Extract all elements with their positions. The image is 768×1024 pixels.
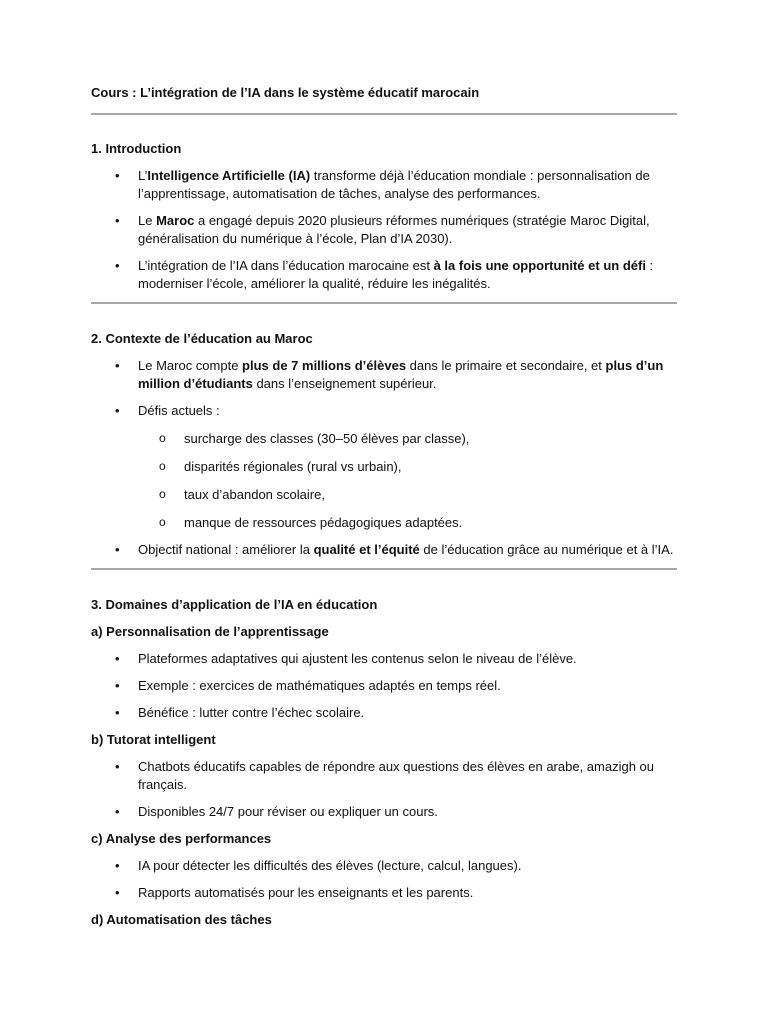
subsection-heading-personalisation: a) Personnalisation de l’apprentissage [91,624,329,639]
text: dans l’enseignement supérieur. [252,376,437,391]
bold-text: plus de 7 millions d’élèves [242,358,407,373]
bold-text: qualité et l’équité [313,542,420,557]
text: dans le primaire et secondaire, et [406,358,606,373]
list-item: • Disponibles 24/7 pour réviser ou expliquer un cours. [91,803,677,821]
sub-list [91,430,677,532]
bold-text: Intelligence Artificielle (IA) [147,168,311,183]
text: de l’éducation grâce au numérique et à l’IA. [419,542,674,557]
bullet-list [91,857,677,902]
document-page [91,84,677,929]
subsection-heading-tutorat: b) Tutorat intelligent [91,732,216,747]
text: Le [138,213,157,228]
bullet-list [91,650,677,722]
bullet-list [91,357,677,420]
divider [91,113,677,115]
divider [91,568,677,570]
sub-list-item: o manque de ressources pédagogiques adaptées. [91,514,677,532]
text: Le Maroc compte [138,358,243,373]
text: L’intégration de l’IA dans l’éducation marocaine est [138,258,434,273]
sub-list-item: o surcharge des classes (30–50 élèves par classe), [91,430,677,448]
list-item: • Chatbots éducatifs capables de répondre aux questions des élèves en arabe, amazigh ou français. [91,758,677,794]
bullet-list [91,758,677,821]
text: L’ [138,168,148,183]
list-item [91,402,677,420]
bullet-list [91,167,677,293]
divider [91,302,677,304]
bold-text: à la fois une opportunité et un défi [433,258,646,273]
list-item: • IA pour détecter les difficultés des élèves (lecture, calcul, langues). [91,857,677,875]
list-item [91,541,677,559]
list-item: • Bénéfice : lutter contre l’échec scolaire. [91,704,677,722]
text: : moderniser l’école, améliorer la qualité, réduire les inégalités. [138,258,654,291]
bold-text: Maroc [156,213,195,228]
list-item [91,357,677,393]
section-heading-introduction: 1. Introduction [91,141,182,156]
list-item [91,212,677,248]
text: Objectif national : améliorer la [138,542,314,557]
subsection-heading-automatisation: d) Automatisation des tâches [91,912,272,927]
section-heading-domains: 3. Domaines d’application de l’IA en éducation [91,597,378,612]
text: a engagé depuis 2020 plusieurs réformes numériques (stratégie Maroc Digital, généralisation du numérique à l’école, Plan d’IA 2030). [138,213,650,246]
sub-list-item: o taux d’abandon scolaire, [91,486,677,504]
list-item: • Exemple : exercices de mathématiques adaptés en temps réel. [91,677,677,695]
list-item [91,167,677,203]
section-heading-context: 2. Contexte de l’éducation au Maroc [91,331,313,346]
subsection-heading-analyse: c) Analyse des performances [91,831,272,846]
text: Défis actuels : [138,403,220,418]
sub-list-item: o disparités régionales (rural vs urbain), [91,458,677,476]
list-item: • Rapports automatisés pour les enseignants et les parents. [91,884,677,902]
text: transforme déjà l’éducation mondiale : personnalisation de l’apprentissage, automatisation de tâches, analyse des performances. [138,168,650,201]
bullet-list [91,541,677,559]
list-item: • Plateformes adaptatives qui ajustent les contenus selon le niveau de l’élève. [91,650,677,668]
list-item [91,257,677,293]
bold-text: plus d’un million d’étudiants [138,358,664,391]
document-title: Cours : L’intégration de l’IA dans le système éducatif marocain [91,85,480,100]
